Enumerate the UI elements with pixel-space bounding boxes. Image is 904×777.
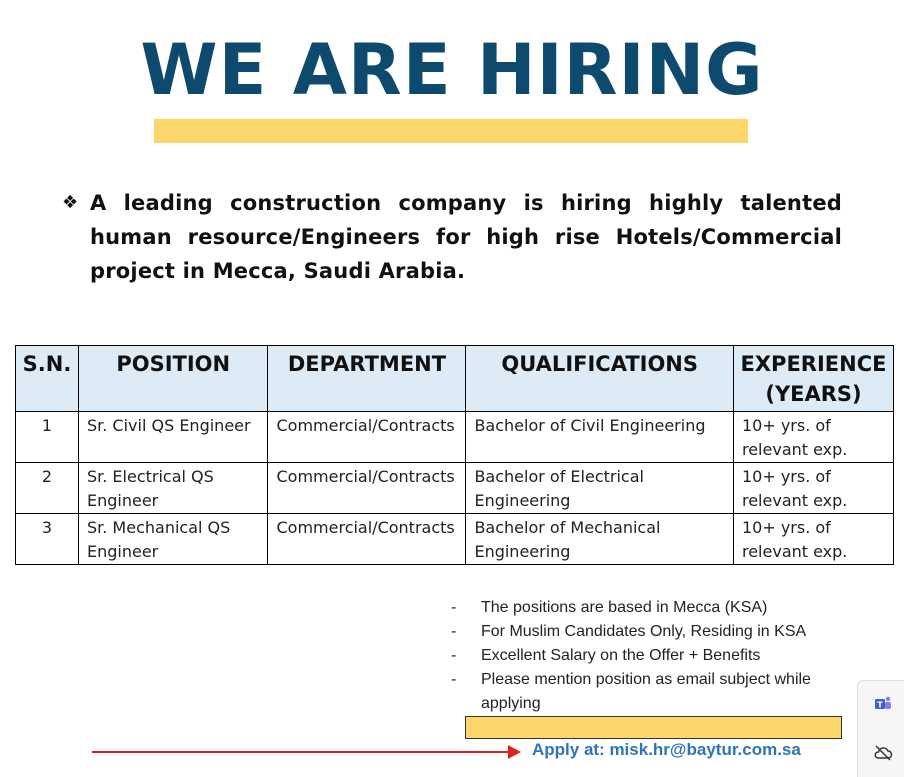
cell-experience: 10+ yrs. of relevant exp. <box>733 514 893 565</box>
diamond-bullet-icon: ❖ <box>62 192 79 213</box>
note-text: For Muslim Candidates Only, Residing in KSA <box>481 623 807 640</box>
cell-sn: 3 <box>16 514 79 565</box>
header-qualifications: QUALIFICATIONS <box>466 346 734 412</box>
header-sn: S.N. <box>16 346 79 412</box>
intro-text: A leading construction company is hiring highly talented human resource/Engineers for high rise Hotels/Commercial project in Mecca, Saudi Arabia. <box>90 191 842 283</box>
positions-table <box>15 345 894 565</box>
notes-list <box>450 596 840 716</box>
list-item <box>450 620 840 644</box>
svg-text:T: T <box>877 700 883 710</box>
table-row <box>16 463 894 514</box>
teams-icon[interactable] <box>872 693 894 715</box>
cell-position: Sr. Mechanical QS Engineer <box>78 514 268 565</box>
intro-paragraph <box>62 186 842 288</box>
page-title: WE ARE HIRING <box>140 29 764 111</box>
table-header-row <box>16 346 894 412</box>
cell-qualification: Bachelor of Civil Engineering <box>466 412 734 463</box>
list-item <box>450 668 840 716</box>
cell-department: Commercial/Contracts <box>268 412 466 463</box>
note-text: Please mention position as email subject while applying <box>481 671 811 712</box>
cell-position: Sr. Electrical QS Engineer <box>78 463 268 514</box>
apply-highlight-bar <box>465 716 842 739</box>
title-highlight-bar <box>154 119 748 143</box>
header-department: DEPARTMENT <box>268 346 466 412</box>
cell-experience: 10+ yrs. of relevant exp. <box>733 463 893 514</box>
arrow-right-icon <box>508 745 521 759</box>
arrow-line <box>92 751 512 753</box>
cell-qualification: Bachelor of Mechanical Engineering <box>466 514 734 565</box>
header-experience: EXPERIENCE (YEARS) <box>733 346 893 412</box>
dash-bullet: - <box>451 647 457 664</box>
cell-department: Commercial/Contracts <box>268 463 466 514</box>
header-position: POSITION <box>78 346 268 412</box>
cell-experience: 10+ yrs. of relevant exp. <box>733 412 893 463</box>
dash-bullet: - <box>451 599 457 616</box>
note-text: The positions are based in Mecca (KSA) <box>481 599 768 616</box>
list-item <box>450 644 840 668</box>
cell-qualification: Bachelor of Electrical Engineering <box>466 463 734 514</box>
table-row <box>16 412 894 463</box>
apply-email-link[interactable]: Apply at: misk.hr@baytur.com.sa <box>532 740 801 759</box>
list-item <box>450 596 840 620</box>
table-row <box>16 514 894 565</box>
cell-department: Commercial/Contracts <box>268 514 466 565</box>
cloud-off-icon[interactable] <box>872 742 894 764</box>
note-text: Excellent Salary on the Offer + Benefits <box>481 647 761 664</box>
cell-sn: 2 <box>16 463 79 514</box>
dash-bullet: - <box>451 671 457 688</box>
cell-position: Sr. Civil QS Engineer <box>78 412 268 463</box>
dash-bullet: - <box>451 623 457 640</box>
cell-sn: 1 <box>16 412 79 463</box>
